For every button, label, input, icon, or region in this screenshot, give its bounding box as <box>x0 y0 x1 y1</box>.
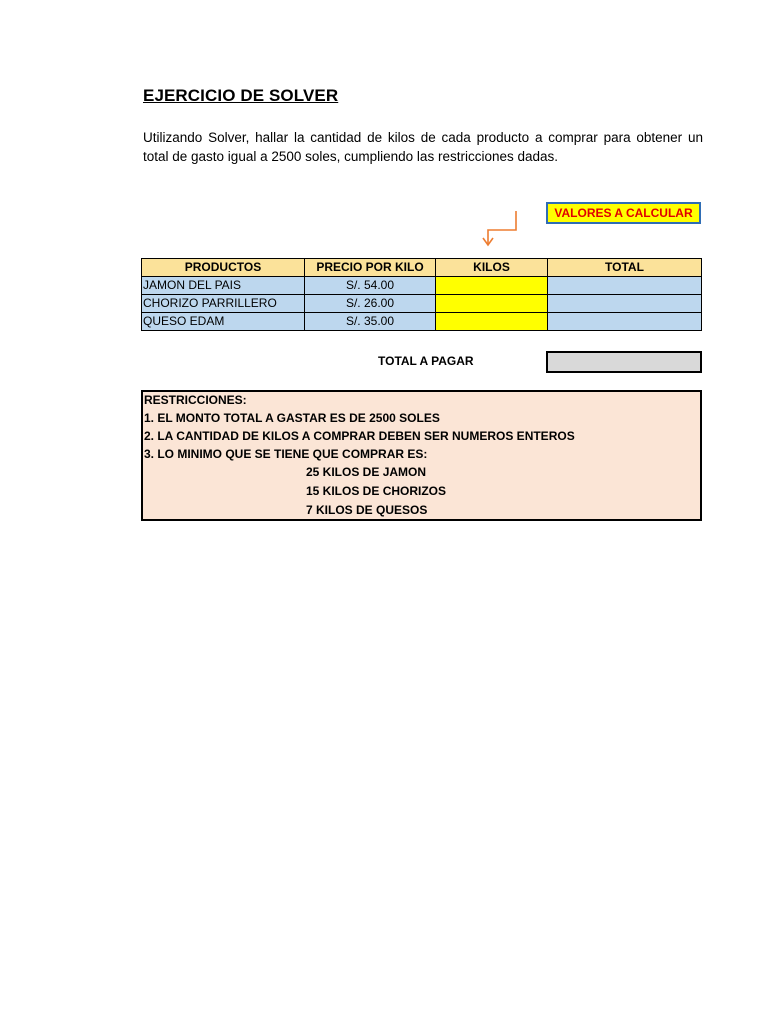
table-row <box>142 277 702 295</box>
restriction-item: 2. LA CANTIDAD DE KILOS A COMPRAR DEBEN SER NUMEROS ENTEROS <box>144 429 575 443</box>
kilos-input-cell[interactable] <box>436 277 548 295</box>
product-name-cell: CHORIZO PARRILLERO <box>142 295 305 313</box>
row-total-cell[interactable] <box>548 295 702 313</box>
price-cell: S/. 26.00 <box>305 295 436 313</box>
product-name-cell: JAMON DEL PAIS <box>142 277 305 295</box>
instructions-text: Utilizando Solver, hallar la cantidad de kilos de cada producto a comprar para obtener un total de gasto igual a 2500 soles, cumpliendo las restricciones dadas. <box>143 130 703 164</box>
minimum-requirement: 7 KILOS DE QUESOS <box>306 503 428 517</box>
minimum-requirement: 25 KILOS DE JAMON <box>306 465 427 479</box>
header-precio-por-kilo: PRECIO POR KILO <box>305 259 436 277</box>
header-kilos: KILOS <box>436 259 548 277</box>
total-a-pagar-cell[interactable] <box>546 351 702 373</box>
total-a-pagar-label: TOTAL A PAGAR <box>378 354 474 368</box>
row-total-cell[interactable] <box>548 313 702 331</box>
row-total-cell[interactable] <box>548 277 702 295</box>
price-cell: S/. 35.00 <box>305 313 436 331</box>
header-productos: PRODUCTOS <box>142 259 305 277</box>
restrictions-heading: RESTRICCIONES: <box>144 393 247 407</box>
products-table <box>141 258 702 331</box>
table-row <box>142 295 702 313</box>
restrictions-box <box>141 390 702 521</box>
table-row <box>142 313 702 331</box>
kilos-input-cell[interactable] <box>436 295 548 313</box>
minimum-requirement: 15 KILOS DE CHORIZOS <box>306 484 447 498</box>
product-name-cell: QUESO EDAM <box>142 313 305 331</box>
restriction-item: 3. LO MINIMO QUE SE TIENE QUE COMPRAR ES: <box>144 447 428 461</box>
values-to-calculate-label: VALORES A CALCULAR <box>546 202 701 224</box>
bent-arrow-down-icon <box>478 208 520 248</box>
kilos-input-cell[interactable] <box>436 313 548 331</box>
table-header-row <box>142 259 702 277</box>
price-cell: S/. 54.00 <box>305 277 436 295</box>
header-total: TOTAL <box>548 259 702 277</box>
restriction-item: 1. EL MONTO TOTAL A GASTAR ES DE 2500 SOLES <box>144 411 440 425</box>
page-title: EJERCICIO DE SOLVER <box>143 86 339 105</box>
